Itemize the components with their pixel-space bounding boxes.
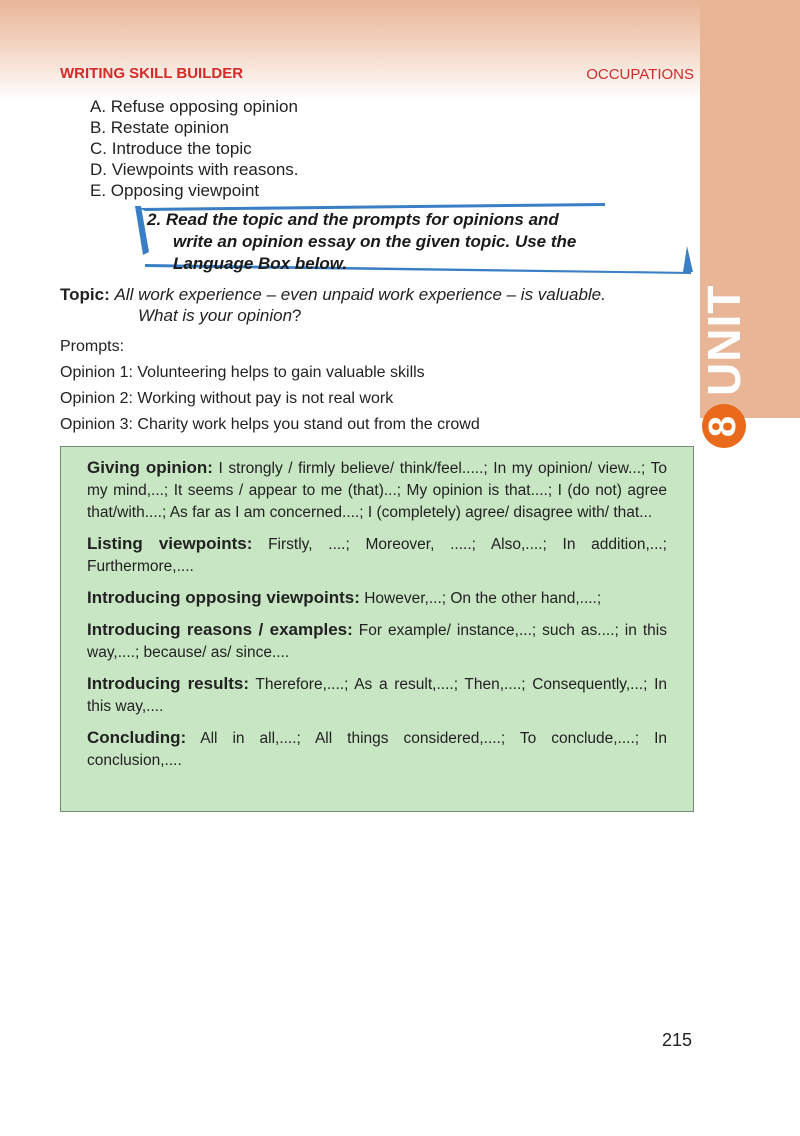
entry-label: Giving opinion: bbox=[87, 458, 213, 477]
language-entry bbox=[87, 619, 667, 664]
entry-text: I strongly / firmly believe/ think/feel.....; In my opinion/ view...; To my mind,...; It seems / appear to me (that)...; My opinion is that....; I (do not) agree that/with....; As far as I am concerned....; I (completely) agree/ disagree with/ that... bbox=[87, 460, 667, 521]
page-number: 215 bbox=[662, 1030, 693, 1050]
list-item: E. Opposing viewpoint bbox=[90, 181, 260, 200]
language-box bbox=[60, 446, 694, 812]
prompt-item: Opinion 1: Volunteering helps to gain valuable skills bbox=[60, 364, 425, 381]
topic-line-1: All work experience – even unpaid work experience – is valuable. bbox=[114, 285, 606, 304]
instruction-text bbox=[147, 209, 687, 275]
language-entry bbox=[87, 673, 667, 718]
entry-label: Listing viewpoints: bbox=[87, 534, 253, 553]
entry-label: Concluding: bbox=[87, 728, 187, 747]
language-entry bbox=[87, 533, 667, 578]
chapter-title: OCCUPATIONS bbox=[586, 66, 694, 83]
unit-number-badge bbox=[702, 404, 746, 448]
entry-text: For example/ instance,...; such as....; in this way,....; because/ as/ since.... bbox=[87, 622, 667, 661]
prompt-item: Opinion 3: Charity work helps you stand out from the crowd bbox=[60, 416, 480, 433]
section-title: WRITING SKILL BUILDER bbox=[60, 65, 244, 82]
instruction-line-1: 2. Read the topic and the prompts for opinions and bbox=[147, 210, 559, 229]
list-item: B. Restate opinion bbox=[90, 118, 229, 137]
topic-question: What is your opinion bbox=[138, 306, 293, 325]
language-entry bbox=[87, 587, 667, 610]
essay-steps-list bbox=[90, 96, 299, 201]
prompt-item: Opinion 2: Working without pay is not real work bbox=[60, 390, 394, 407]
instruction-line-3: Language Box below. bbox=[173, 254, 348, 273]
prompts-section bbox=[60, 334, 480, 438]
list-item: C. Introduce the topic bbox=[90, 139, 252, 158]
entry-label: Introducing results: bbox=[87, 674, 249, 693]
prompts-title: Prompts: bbox=[60, 338, 125, 355]
list-item: A. Refuse opposing opinion bbox=[90, 97, 298, 116]
topic-label: Topic: bbox=[60, 285, 110, 304]
entry-text: Firstly, ....; Moreover, .....; Also,....; In addition,...; Furthermore,.... bbox=[87, 536, 667, 575]
language-entry bbox=[87, 457, 667, 524]
topic-question-mark: ? bbox=[292, 306, 302, 325]
unit-number: 8 bbox=[702, 415, 745, 437]
topic bbox=[60, 284, 700, 326]
entry-text: All in all,....; All things considered,....; To conclude,....; In conclusion,.... bbox=[87, 730, 667, 769]
list-item: D. Viewpoints with reasons. bbox=[90, 160, 299, 179]
instruction-banner bbox=[135, 200, 695, 274]
entry-label: Introducing reasons / examples: bbox=[87, 620, 353, 639]
instruction-line-2: write an opinion essay on the given topic. Use the bbox=[173, 232, 577, 251]
entry-text: Therefore,....; As a result,....; Then,....; Consequently,...; In this way,.... bbox=[87, 676, 667, 715]
entry-text: However,...; On the other hand,....; bbox=[359, 590, 602, 607]
unit-label: UNIT bbox=[698, 284, 750, 396]
language-entry bbox=[87, 727, 667, 772]
entry-label: Introducing opposing viewpoints: bbox=[87, 588, 360, 607]
header-band bbox=[0, 0, 700, 100]
